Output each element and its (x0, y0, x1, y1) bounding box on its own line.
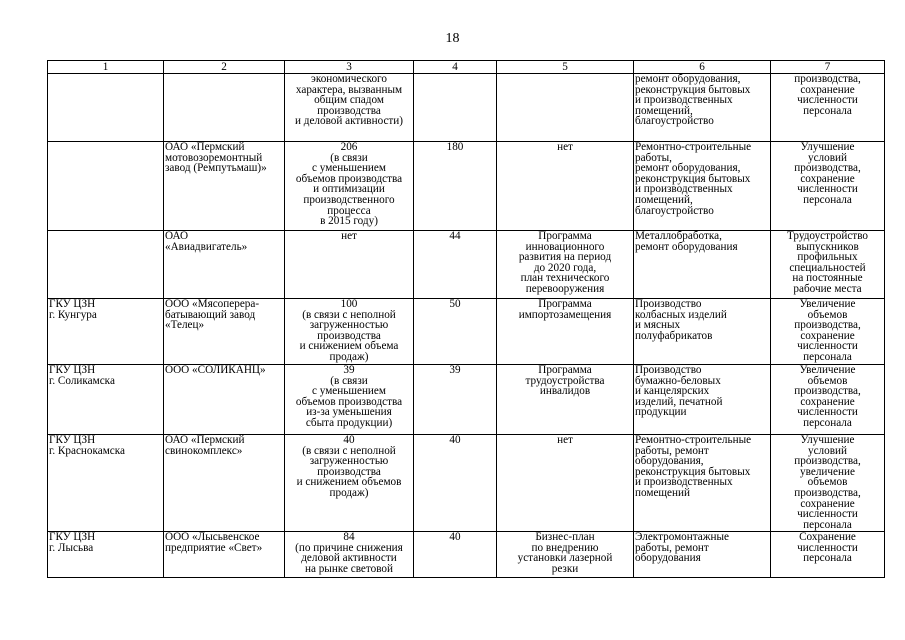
header-cell: 3 (285, 61, 414, 74)
table-row (48, 74, 885, 142)
works-cell (634, 532, 771, 578)
employer-text: ОАО «Пермский мотовозоремонтный завод (Ремпутьмаш)» (165, 141, 267, 175)
reduction-cell (285, 74, 414, 142)
table-row (48, 532, 885, 578)
reduction-cell (285, 365, 414, 435)
reduction-cell (285, 299, 414, 365)
program-cell (497, 142, 634, 231)
result-text: Улучшение условий производства, увеличение объемов производства, сохранение численности персонала (794, 434, 861, 531)
count-cell (414, 74, 497, 142)
header-row (48, 61, 885, 74)
works-text: Ремонтно-строительные работы, ремонт оборудования, реконструкция бытовых и производственных помещений, благоустройство (635, 141, 752, 217)
program-cell (497, 435, 634, 532)
table-row (48, 231, 885, 299)
reduction-text: экономического характера, вызванным общим спадом производства и деловой активности) (294, 73, 404, 128)
header-cell: 7 (771, 61, 885, 74)
works-text: Ремонтно-строительные работы, ремонт оборудования, реконструкция бытовых и производственных помещений (635, 434, 752, 499)
result-text: Увеличение объемов производства, сохранение численности персонала (794, 298, 861, 363)
count-text: 39 (449, 364, 461, 376)
works-cell (634, 142, 771, 231)
reduction-text: нет (341, 230, 357, 242)
region-cell (48, 435, 164, 532)
header-cell: 5 (497, 61, 634, 74)
count-cell (414, 299, 497, 365)
reduction-text: 206 (в связи с уменьшением объемов производства и оптимизации производственного процесса в 2015 году) (295, 141, 403, 228)
reduction-text: 84 (по причине снижения деловой активности на рынке световой (295, 531, 403, 575)
region-text: ГКУ ЦЗН г. Лысьва (49, 531, 96, 554)
region-cell (48, 299, 164, 365)
program-cell (497, 231, 634, 299)
count-cell (414, 365, 497, 435)
program-text: нет (557, 434, 573, 446)
table-row (48, 142, 885, 231)
employer-text: ОАО «Авиадвигатель» (165, 230, 248, 253)
program-text: Программа импортозамещения (518, 298, 612, 321)
result-cell (771, 231, 885, 299)
count-cell (414, 435, 497, 532)
region-text: ГКУ ЦЗН г. Краснокамска (49, 434, 125, 457)
count-text: 180 (446, 141, 464, 153)
header-cell: 6 (634, 61, 771, 74)
employer-cell (164, 532, 285, 578)
works-cell (634, 231, 771, 299)
count-text: 50 (449, 298, 461, 310)
works-cell (634, 74, 771, 142)
page-number: 18 (445, 31, 460, 46)
program-text: Программа трудоустройства инвалидов (525, 364, 605, 398)
result-cell (771, 435, 885, 532)
program-cell (497, 74, 634, 142)
count-cell (414, 532, 497, 578)
program-cell (497, 299, 634, 365)
program-cell (497, 532, 634, 578)
employer-text: ОАО «Пермский свинокомплекс» (165, 434, 245, 457)
result-text: Улучшение условий производства, сохранение численности персонала (794, 141, 861, 206)
works-text: ремонт оборудования, реконструкция бытовых и производственных помещений, благоустройство (635, 73, 751, 128)
region-cell (48, 142, 164, 231)
reduction-cell (285, 142, 414, 231)
region-cell (48, 532, 164, 578)
reduction-cell (285, 435, 414, 532)
result-cell (771, 74, 885, 142)
employer-cell (164, 142, 285, 231)
data-table (47, 60, 885, 578)
program-text: Программа инновационного развития на период до 2020 года, план технического перевооружения (518, 230, 612, 295)
table-row (48, 435, 885, 532)
works-text: Производство бумажно-беловых и канцелярских изделий, печатной продукции (635, 364, 723, 419)
result-cell (771, 142, 885, 231)
program-cell (497, 365, 634, 435)
region-cell (48, 231, 164, 299)
count-text: 44 (449, 230, 461, 242)
result-text: Увеличение объемов производства, сохранение численности персонала (794, 364, 861, 429)
employer-cell (164, 74, 285, 142)
header-cell: 4 (414, 61, 497, 74)
reduction-text: 100 (в связи с неполной загруженностью производства и снижением объема продаж) (299, 298, 399, 363)
region-text: ГКУ ЦЗН г. Соликамска (49, 364, 115, 387)
table-row (48, 365, 885, 435)
count-cell (414, 231, 497, 299)
works-text: Производство колбасных изделий и мясных полуфабрикатов (635, 298, 727, 342)
table-row (48, 299, 885, 365)
reduction-text: 39 (в связи с уменьшением объемов производства из-за уменьшения сбыта продукции) (295, 364, 403, 429)
employer-cell (164, 365, 285, 435)
reduction-cell (285, 532, 414, 578)
region-cell (48, 74, 164, 142)
employer-cell (164, 299, 285, 365)
works-text: Электромонтажные работы, ремонт оборудования (635, 531, 729, 565)
result-text: Сохранение численности персонала (797, 531, 858, 565)
result-text: производства, сохранение численности персонала (794, 73, 861, 117)
program-text: нет (557, 141, 573, 153)
count-cell (414, 142, 497, 231)
count-text: 40 (449, 434, 461, 446)
employer-text: ООО «Мясоперера- батывающий завод «Телец» (165, 298, 260, 332)
region-text: ГКУ ЦЗН г. Кунгура (49, 298, 97, 321)
header-cell: 1 (48, 61, 164, 74)
program-text: Бизнес-план по внедрению установки лазерной резки (517, 531, 613, 575)
reduction-text: 40 (в связи с неполной загруженностью производства и снижением объемов продаж) (296, 434, 402, 499)
works-cell (634, 299, 771, 365)
employer-cell (164, 435, 285, 532)
region-cell (48, 365, 164, 435)
result-cell (771, 299, 885, 365)
employer-text: ООО «СОЛИКАНЦ» (165, 364, 266, 376)
works-text: Металлобработка, ремонт оборудования (635, 230, 738, 253)
result-text: Трудоустройство выпускников профильных специальностей на постоянные рабочие места (786, 230, 868, 295)
count-text: 40 (449, 531, 461, 543)
employer-cell (164, 231, 285, 299)
employer-text: ООО «Лысьвенское предприятие «Свет» (165, 531, 263, 554)
result-cell (771, 532, 885, 578)
result-cell (771, 365, 885, 435)
works-cell (634, 435, 771, 532)
works-cell (634, 365, 771, 435)
header-cell: 2 (164, 61, 285, 74)
reduction-cell (285, 231, 414, 299)
